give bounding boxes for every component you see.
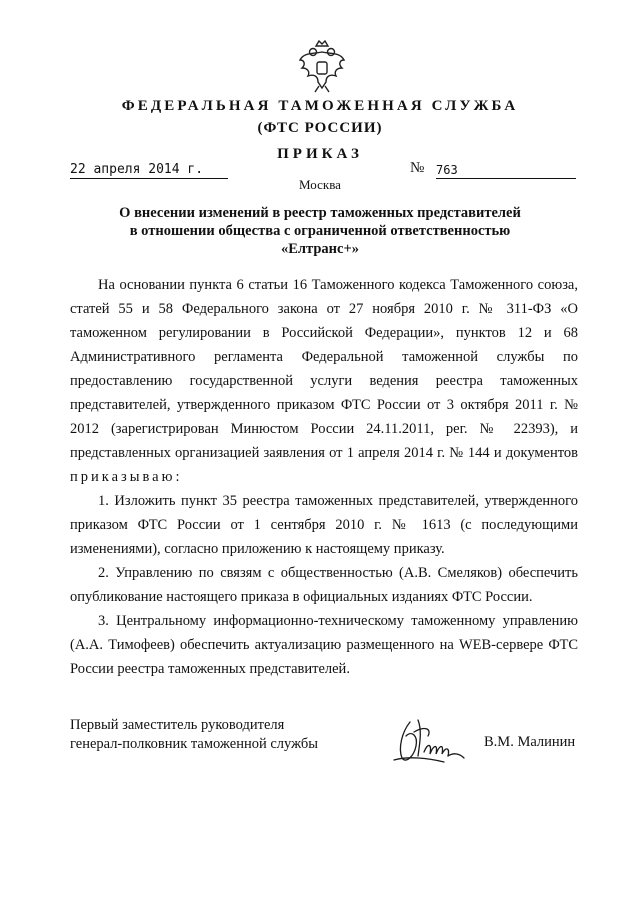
agency-short-name: (ФТС РОССИИ) (257, 120, 383, 136)
preamble-paragraph (70, 273, 578, 489)
position-line: генерал-полковник таможенной службы (70, 735, 319, 752)
order-word: приказываю (70, 469, 176, 485)
order-colon: : (175, 469, 180, 485)
document-type: ПРИКАЗ (277, 146, 363, 162)
subject-line: «Елтранс+» (281, 241, 359, 257)
handwritten-signature (388, 712, 478, 770)
order-subject (0, 204, 640, 258)
signer-position (70, 716, 318, 753)
order-item-1: 1. Изложить пункт 35 реестра таможенных представителей, утвержденного приказом ФТС России от 1 сентября 2010 г. № 1613 (с последующими изменениями), согласно приложению к настоящему приказу. (70, 493, 578, 557)
order-body (70, 273, 578, 681)
subject-line: О внесении изменений в реестр таможенных представителей (119, 205, 521, 221)
order-number: 763 (436, 163, 576, 179)
subject-line: в отношении общества с ограниченной ответственностью (129, 223, 511, 239)
order-item-2: 2. Управлению по связям с общественностью (А.В. Смеляков) обеспечить опубликование настоящего приказа в официальных изданиях ФТС России. (70, 565, 578, 605)
number-sign: № (410, 160, 425, 176)
agency-name: ФЕДЕРАЛЬНАЯ ТАМОЖЕННАЯ СЛУЖБА (121, 98, 519, 114)
position-line: Первый заместитель руководителя (70, 717, 285, 733)
order-date: 22 апреля 2014 г. (70, 162, 228, 179)
preamble-text: На основании пункта 6 статьи 16 Таможенного кодекса Таможенного союза, статей 55 и 58 Федерального закона от 27 ноября 2010 г. № 311-ФЗ «О таможенном регулировании в Российской Федерации», пунктов 12 и 68 Административного регламента Федеральной таможенной службы по предоставлению государственной услуги ведения реестра таможенных представителей, утвержденного приказом ФТС России от 3 октября 2011 г. № 2012 (зарегистрирован Минюстом России 24.11.2011, рег. № 22393), и представленных организацией заявления от 1 апреля 2014 г. № 144 и документов (70, 277, 578, 461)
city: Москва (299, 177, 341, 192)
coat-of-arms-icon (296, 38, 348, 96)
order-item-3: 3. Центральному информационно-техническому таможенному управлению (А.А. Тимофеев) обеспечить актуализацию размещенного на WEB-сервере ФТС России реестра таможенных представителей. (70, 613, 578, 677)
signer-name: В.М. Малинин (484, 734, 576, 750)
